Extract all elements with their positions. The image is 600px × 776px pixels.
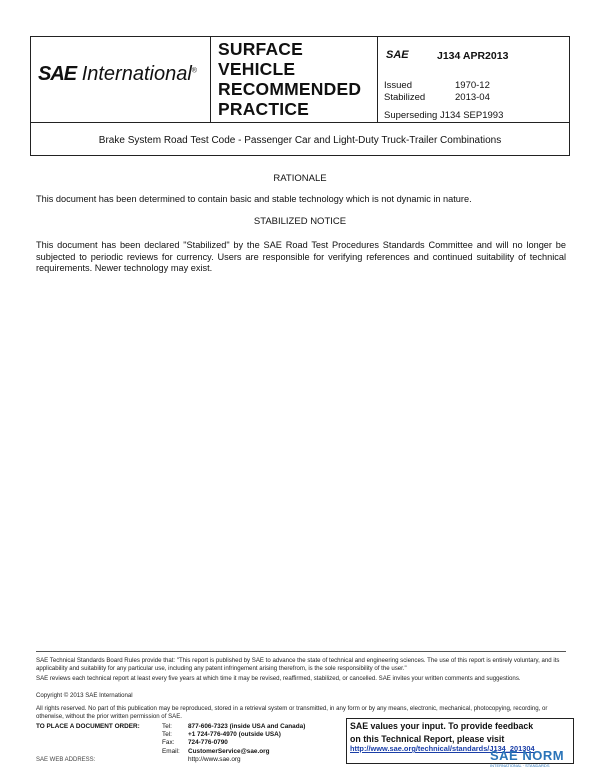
- document-type-title: [218, 39, 361, 119]
- footer-rights: All rights reserved. No part of this publication may be reproduced, stored in a retrieval system or transmitted, in any form or by any means, electronic, mechanical, photocopying, recording, or otherwise, without the prior written permission of SAE.: [36, 705, 548, 720]
- title-line-2: VEHICLE: [218, 59, 296, 79]
- footer-separator: [36, 651, 566, 652]
- stabilized-label: Stabilized: [384, 92, 426, 103]
- footer-review: SAE reviews each technical report at least every five years at which time it may be revised, reaffirmed, stabilized, or cancelled. SAE invites your written comments and suggestions.: [36, 675, 521, 682]
- rationale-heading: RATIONALE: [273, 173, 327, 184]
- document-number: J134 APR2013: [437, 50, 509, 62]
- contact-labels: [162, 723, 180, 756]
- stabilized-notice-heading: STABILIZED NOTICE: [253, 216, 347, 227]
- contact-label: Email:: [162, 747, 180, 755]
- stabilized-notice-text: This document has been declared "Stabilized" by the SAE Road Test Procedures Standards Committee and will no longer be subjected to periodic reviews for currency. Users are responsible for verifying references and continued suitability of technical requirements. Newer technology may exist.: [36, 240, 566, 273]
- rationale-text: This document has been determined to contain basic and stable technology which is not dynamic in nature.: [36, 194, 472, 204]
- web-address-label: SAE WEB ADDRESS:: [36, 757, 96, 763]
- order-label: TO PLACE A DOCUMENT ORDER:: [36, 723, 140, 730]
- stabilized-value: 2013-04: [455, 92, 490, 103]
- header-bottom-border: [30, 122, 570, 123]
- header-top-border: [30, 36, 570, 37]
- contact-values: [188, 723, 305, 764]
- contact-label: Tel:: [162, 723, 172, 730]
- header-divider-2: [377, 36, 378, 123]
- logo-sae: SAE: [38, 63, 77, 85]
- feedback-link[interactable]: http://www.sae.org/technical/standards/J134_201304: [350, 744, 535, 753]
- phone-intl: +1 724-776-4970 (outside USA): [188, 731, 281, 739]
- sae-international-logo: [38, 63, 197, 86]
- issued-value: 1970-12: [455, 80, 490, 91]
- email-link[interactable]: CustomerService@sae.org: [188, 747, 270, 755]
- logo-registered-mark: ®: [191, 67, 197, 75]
- logo-international: International: [81, 63, 192, 85]
- phone-usa: 877-606-7323 (inside USA and Canada): [188, 723, 306, 730]
- document-subtitle: Brake System Road Test Code - Passenger Car and Light-Duty Truck-Trailer Combinations: [98, 135, 502, 146]
- title-line-3: RECOMMENDED: [218, 79, 362, 99]
- title-line-1: SURFACE: [218, 39, 304, 59]
- web-link[interactable]: http://www.sae.org: [188, 755, 241, 763]
- issued-label: Issued: [384, 80, 412, 91]
- contact-label: Fax:: [162, 739, 175, 747]
- footer-policy: SAE Technical Standards Board Rules provide that: "This report is published by SAE to advance the state of technical and engineering sciences. The use of this report is entirely voluntary, and its applicability and suitability for any particular use, including any patent infringement arising therefrom, is the sole responsibility of the user.": [36, 657, 560, 672]
- sae-norm-watermark: [490, 748, 564, 768]
- header-divider-1: [210, 36, 211, 123]
- contact-label: Tel:: [162, 731, 172, 739]
- watermark-subtext: INTERNATIONAL · STANDARDS: [490, 763, 550, 768]
- fax: 724-776-0790: [188, 739, 228, 747]
- feedback-text-1: SAE values your input. To provide feedback: [350, 721, 534, 731]
- sae-small-logo: SAE: [386, 49, 409, 61]
- title-line-4: PRACTICE: [218, 99, 310, 119]
- footer-copyright: Copyright © 2013 SAE International: [36, 692, 133, 699]
- watermark-text: SAE NORM: [490, 748, 565, 763]
- superseding-note: Superseding J134 SEP1993: [384, 110, 504, 121]
- feedback-text-2: on this Technical Report, please visit: [350, 733, 505, 744]
- subtitle-bottom-border: [30, 155, 570, 156]
